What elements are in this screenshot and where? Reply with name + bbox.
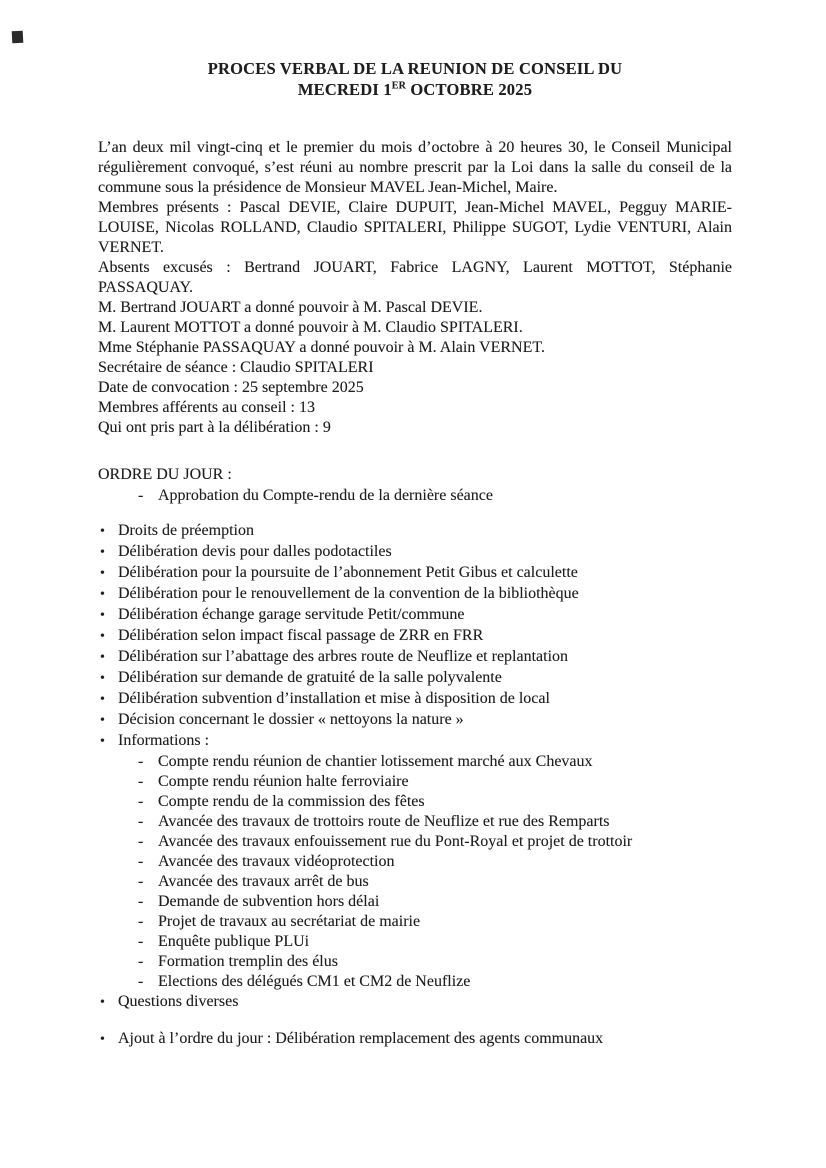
agenda-bullet-item — [100, 605, 732, 626]
agenda-bullet-label: • Délibération échange garage servitude Petit/commune — [118, 606, 465, 623]
absent-excused-paragraph: Absents excusés : Bertrand JOUART, Fabrice LAGNY, Laurent MOTTOT, Stéphanie PASSAQUAY. — [98, 259, 732, 296]
informations-sub-item — [138, 772, 732, 792]
informations-sub-item — [138, 892, 732, 912]
informations-sub-item — [138, 932, 732, 952]
members-present-paragraph: Membres présents : Pascal DEVIE, Claire DUPUIT, Jean-Michel MAVEL, Pegguy MARIE-LOUISE, Nicolas ROLLAND, Claudio SPITALERI, Philippe SUGOT, Lydie VENTURI, Alain VERNET. — [98, 199, 732, 256]
agenda-bullet-label: • Délibération pour le renouvellement de la convention de la bibliothèque — [118, 585, 579, 602]
informations-sub-item — [138, 952, 732, 972]
agenda-bullet-label: • Délibération selon impact fiscal passage de ZRR en FRR — [118, 627, 484, 644]
agenda-bullet-label: • Délibération sur demande de gratuité de la salle polyvalente — [118, 669, 502, 686]
title-line-2: MECREDI 1 — [297, 80, 392, 99]
informations-sub-item-label: - Formation tremplin des élus — [158, 953, 338, 970]
agenda-approval-item — [138, 485, 732, 506]
agenda-bullet-list — [98, 521, 732, 1050]
informations-sub-item — [138, 832, 732, 852]
scan-artifact-mark — [12, 31, 24, 44]
informations-sub-item — [138, 812, 732, 832]
agenda-bullet-item — [100, 689, 732, 710]
agenda-bullet-item — [100, 710, 732, 731]
agenda-bullet-label: • Délibération devis pour dalles podotactiles — [118, 543, 392, 560]
agenda-bullet-informations — [100, 731, 732, 752]
convocation-date-line: Date de convocation : 25 septembre 2025 — [98, 379, 364, 396]
document-title — [98, 58, 732, 100]
informations-sub-item-label: - Projet de travaux au secrétariat de mairie — [158, 913, 421, 930]
title-line-2-end: OCTOBRE 2025 — [406, 80, 533, 99]
informations-sub-item — [138, 852, 732, 872]
agenda-bullet-item — [100, 542, 732, 563]
agenda-bullet-item — [100, 521, 732, 542]
proxy-line: M. Laurent MOTTOT a donné pouvoir à M. Claudio SPITALERI. — [98, 319, 523, 336]
informations-sub-item-label: - Avancée des travaux enfouissement rue du Pont-Royal et projet de trottoir — [158, 833, 633, 850]
agenda-bullet-item — [100, 626, 732, 647]
agenda-bullet-item — [100, 668, 732, 689]
informations-sub-item-label: - Elections des délégués CM1 et CM2 de Neuflize — [158, 973, 471, 990]
informations-sub-item — [138, 972, 732, 992]
agenda-bullet-label: • Délibération sur l’abattage des arbres route de Neuflize et replantation — [118, 648, 569, 665]
agenda-bullet-label: • Droits de préemption — [118, 522, 254, 539]
informations-sub-item-label: - Avancée des travaux vidéoprotection — [158, 853, 395, 870]
informations-sub-list — [98, 752, 732, 992]
agenda-bullet-item — [100, 563, 732, 584]
informations-sub-item — [138, 752, 732, 772]
informations-sub-item-label: - Compte rendu réunion de chantier lotissement marché aux Chevaux — [158, 753, 593, 770]
informations-sub-item-label: - Compte rendu réunion halte ferroviaire — [158, 773, 409, 790]
agenda-bullet-addition — [100, 1029, 732, 1050]
informations-sub-item-label: - Enquête publique PLUi — [158, 933, 310, 950]
agenda-bullet-item — [100, 584, 732, 605]
informations-sub-item-label: - Compte rendu de la commission des fêtes — [158, 793, 425, 810]
informations-sub-item — [138, 912, 732, 932]
opening-paragraph: L’an deux mil vingt-cinq et le premier du mois d’octobre à 20 heures 30, le Conseil Municipal régulièrement convoqué, s’est réuni au nombre prescrit par la Loi dans la salle du conseil de la commune sous la présidence de Monsieur MAVEL Jean-Michel, Maire. — [98, 139, 732, 196]
document-content — [98, 58, 732, 1050]
agenda-approval-item-label: - Approbation du Compte-rendu de la dernière séance — [158, 487, 493, 504]
questions-label: • Questions diverses — [118, 993, 239, 1010]
addition-label: • Ajout à l’ordre du jour : Délibération remplacement des agents communaux — [118, 1030, 604, 1047]
deliberation-participants-line: Qui ont pris part à la délibération : 9 — [98, 419, 331, 436]
agenda-bullet-label: • Délibération pour la poursuite de l’abonnement Petit Gibus et calculette — [118, 564, 578, 581]
informations-sub-item-label: - Avancée des travaux de trottoirs route de Neuflize et rue des Remparts — [158, 813, 610, 830]
intro-section — [98, 138, 732, 438]
title-line-1: PROCES VERBAL DE LA REUNION DE CONSEIL DU — [207, 59, 623, 78]
informations-sub-item-label: - Demande de subvention hors délai — [158, 893, 380, 910]
secretary-line: Secrétaire de séance : Claudio SPITALERI — [98, 359, 374, 376]
agenda-bullet-label: • Délibération subvention d’installation et mise à disposition de local — [118, 690, 550, 707]
proxy-line: M. Bertrand JOUART a donné pouvoir à M. Pascal DEVIE. — [98, 299, 483, 316]
agenda-bullet-questions — [100, 992, 732, 1013]
agenda-bullet-item — [100, 647, 732, 668]
title-ordinal-superscript: ER — [391, 80, 407, 92]
informations-sub-item — [138, 792, 732, 812]
informations-label: • Informations : — [118, 732, 210, 749]
agenda-bullet-label: • Décision concernant le dossier « nettoyons la nature » — [118, 711, 464, 728]
informations-sub-item-label: - Avancée des travaux arrêt de bus — [158, 873, 369, 890]
council-members-line: Membres afférents au conseil : 13 — [98, 399, 315, 416]
informations-sub-item — [138, 872, 732, 892]
agenda-heading: ORDRE DU JOUR : — [98, 466, 232, 483]
proxy-line: Mme Stéphanie PASSAQUAY a donné pouvoir à M. Alain VERNET. — [98, 339, 545, 356]
